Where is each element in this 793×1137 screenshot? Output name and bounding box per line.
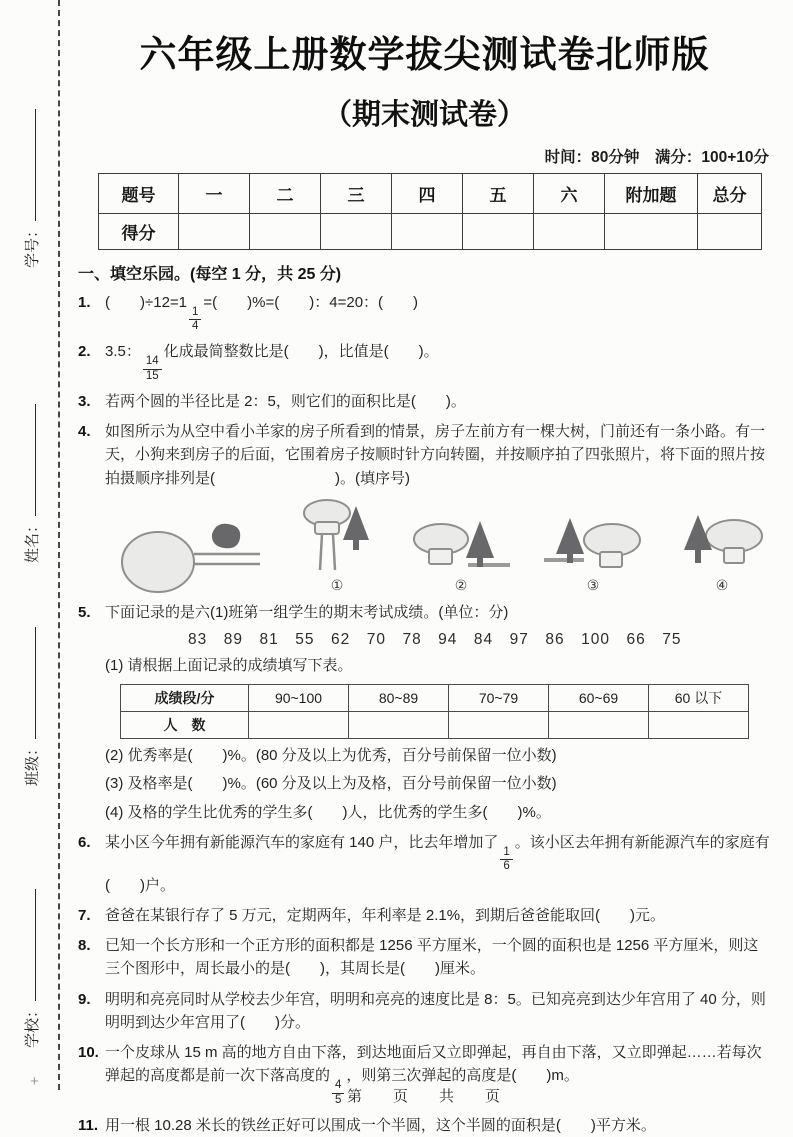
fraction bbox=[189, 306, 201, 333]
question-row bbox=[78, 988, 771, 1035]
question-text-segment: ( )÷12=1 bbox=[105, 294, 188, 311]
grade-table bbox=[120, 684, 749, 739]
tree-trunk bbox=[477, 558, 483, 567]
photo-4-label: ④ bbox=[715, 576, 729, 593]
question-text bbox=[105, 904, 771, 927]
question-text bbox=[105, 1114, 771, 1137]
question-text-segment: ，则第三次弹起的高度是( )m。 bbox=[346, 1067, 579, 1085]
question-text bbox=[105, 831, 771, 897]
question4-figure bbox=[112, 498, 771, 594]
fraction-denominator: 15 bbox=[145, 369, 159, 382]
house-body bbox=[429, 549, 452, 564]
score-table-header-cell: 题号 bbox=[99, 174, 179, 214]
aerial-view-image bbox=[112, 518, 262, 594]
grade-table-header-cell: 60 以下 bbox=[649, 684, 749, 711]
score-table-header-cell: 三 bbox=[321, 174, 392, 214]
tree-trunk bbox=[695, 550, 701, 563]
student-name-blank bbox=[31, 404, 36, 516]
fraction-numerator: 4 bbox=[332, 1079, 344, 1093]
question-text-segment: 如图所示为从空中看小羊家的房子所看到的情景，房子左前方有一棵大树，门前还有一条小路。有一天，小狗来到房子的后面，它围着房子按顺时针方向转圈，并按顺序拍了四张照片，将下面的照片按拍摄顺序排列是( )。(填序号) bbox=[105, 423, 766, 487]
score-cell-empty bbox=[179, 214, 250, 250]
class-blank bbox=[31, 627, 36, 739]
question-text-segment: 3.5： bbox=[105, 343, 141, 361]
tree-icon bbox=[556, 518, 584, 554]
house-roof-top-view bbox=[122, 532, 194, 592]
question-row bbox=[78, 291, 771, 333]
question-list-1 bbox=[78, 291, 771, 490]
score-table-header-cell: 附加题 bbox=[605, 174, 698, 214]
road-line bbox=[333, 534, 335, 570]
page-footer: 第 页 共 页 bbox=[346, 1088, 508, 1105]
question-row bbox=[78, 420, 771, 490]
score-cell-empty bbox=[698, 214, 762, 250]
question-5 bbox=[78, 601, 771, 824]
class-label: 班级： bbox=[24, 740, 41, 786]
fraction-denominator: 5 bbox=[335, 1093, 342, 1106]
question-text bbox=[105, 420, 771, 490]
time-and-score-meta: 时间：80分钟 满分：100+10分 bbox=[544, 149, 769, 166]
question-number: 5. bbox=[78, 603, 91, 621]
question-text-segment: 用一根 10.28 米长的铁丝正好可以围成一个半圆，这个半圆的面积是( )平方米。 bbox=[105, 1116, 656, 1134]
score-cell-empty bbox=[321, 214, 392, 250]
question-row bbox=[78, 904, 771, 927]
photo-1 bbox=[296, 498, 378, 594]
score-cell-empty bbox=[392, 214, 463, 250]
question-text-segment: 化成最简整数比是( )，比值是( )。 bbox=[163, 343, 439, 361]
question-number: 1. bbox=[78, 294, 91, 311]
house-body bbox=[724, 548, 744, 563]
class-field bbox=[21, 586, 43, 786]
photo-3 bbox=[544, 514, 642, 594]
question-text bbox=[105, 291, 771, 333]
photo-3-label: ③ bbox=[586, 576, 600, 593]
fraction-denominator: 4 bbox=[192, 320, 199, 333]
question-text-segment: =( )%=( )：4=20：( ) bbox=[203, 294, 419, 311]
question-number: 8. bbox=[78, 937, 91, 955]
photo-3-image bbox=[544, 514, 642, 576]
tree-top-view bbox=[212, 524, 240, 549]
question-text bbox=[105, 390, 771, 413]
question-text-segment: 爸爸在某银行存了 5 万元，定期两年，年利率是 2.1%，到期后爸爸能取回( )元。 bbox=[105, 906, 666, 924]
question-row bbox=[78, 390, 771, 413]
score-cell-empty bbox=[534, 214, 605, 250]
page-subtitle: （期末测试卷） bbox=[322, 99, 526, 131]
question-text-segment: 已知一个长方形和一个正方形的面积都是 1256 平方厘米，一个圆的面积也是 1256 平方厘米，则这三个图形中，周长最小的是( )，其周长是( )厘米。 bbox=[105, 937, 759, 978]
question-text bbox=[105, 934, 771, 981]
grade-cell-empty bbox=[349, 711, 449, 738]
question-text-segment: 。该小区去年拥有新能源汽车的家庭有( )户。 bbox=[105, 834, 770, 894]
question-row bbox=[78, 1114, 771, 1137]
house-body bbox=[315, 522, 339, 534]
fraction-numerator: 1 bbox=[500, 846, 512, 860]
photo-4 bbox=[676, 512, 768, 594]
grade-cell-empty bbox=[649, 711, 749, 738]
question-5-sub4: (4) 及格的学生比优秀的学生多( )人，比优秀的学生多( )%。 bbox=[105, 803, 551, 821]
tree-icon bbox=[466, 521, 494, 558]
fraction-denominator: 6 bbox=[503, 860, 510, 873]
question-text bbox=[105, 340, 771, 382]
question-5-sub3: (3) 及格率是( )%。(60 分及以上为及格，百分号前保留一位小数) bbox=[105, 775, 557, 793]
student-id-blank bbox=[31, 109, 36, 221]
grade-table-row-label: 人 数 bbox=[121, 711, 249, 738]
photo-4-image bbox=[676, 512, 768, 576]
fraction-numerator: 1 bbox=[189, 306, 201, 320]
student-name-field bbox=[21, 363, 43, 563]
house-body bbox=[600, 552, 622, 567]
photo-2-label: ② bbox=[454, 576, 468, 593]
grade-table-header-row bbox=[121, 684, 749, 711]
question-number: 9. bbox=[78, 990, 91, 1008]
score-table-header-cell: 总分 bbox=[698, 174, 762, 214]
question-number: 2. bbox=[78, 343, 91, 361]
question-text bbox=[105, 988, 771, 1035]
question-text: 下面记录的是六(1)班第一组学生的期末考试成绩。(单位：分) bbox=[105, 603, 509, 621]
score-table-header-row bbox=[99, 174, 762, 214]
score-row-label: 得分 bbox=[99, 214, 179, 250]
question-number: 10. bbox=[78, 1044, 99, 1062]
registration-mark: + bbox=[30, 1073, 39, 1090]
school-label: 学校： bbox=[24, 1002, 41, 1048]
school-blank bbox=[31, 889, 36, 1001]
question-number: 11. bbox=[78, 1116, 99, 1134]
question-text-segment: 明明和亮亮同时从学校去少年宫，明明和亮亮的速度比是 8：5。已知亮亮到达少年宫用了 40 分，则明明到达少年宫用了( )分。 bbox=[105, 990, 766, 1031]
question-row bbox=[78, 831, 771, 897]
photo-1-label: ① bbox=[330, 576, 344, 593]
grade-cell-empty bbox=[449, 711, 549, 738]
question-number: 7. bbox=[78, 906, 91, 924]
score-table bbox=[98, 173, 762, 250]
tree-trunk bbox=[353, 540, 359, 550]
score-table-header-cell: 五 bbox=[463, 174, 534, 214]
grade-table-header-cell: 90~100 bbox=[249, 684, 349, 711]
grade-table-header-cell: 成绩段/分 bbox=[121, 684, 249, 711]
score-cell-empty bbox=[605, 214, 698, 250]
question-row bbox=[78, 934, 771, 981]
school-field bbox=[21, 848, 43, 1048]
photo-1-image bbox=[296, 498, 378, 576]
scores-line: 83 89 81 55 62 70 78 94 84 97 86 100 66 75 bbox=[188, 631, 682, 649]
grade-cell-empty bbox=[549, 711, 649, 738]
question-5-sub2: (2) 优秀率是( )%。(80 分及以上为优秀，百分号前保留一位小数) bbox=[105, 746, 557, 764]
road-line bbox=[320, 534, 322, 570]
grade-cell-empty bbox=[249, 711, 349, 738]
score-table-score-row bbox=[99, 214, 762, 250]
photo-2-image bbox=[412, 516, 510, 576]
fraction bbox=[143, 355, 162, 382]
student-id-label: 学号： bbox=[24, 222, 41, 268]
test-paper-page bbox=[62, 0, 793, 1134]
grade-table-header-cell: 80~89 bbox=[349, 684, 449, 711]
photo-2 bbox=[412, 516, 510, 594]
student-id-field bbox=[21, 68, 43, 268]
question-5-sub1: (1) 请根据上面记录的成绩填写下表。 bbox=[105, 657, 353, 675]
fraction bbox=[500, 846, 512, 873]
question-number: 6. bbox=[78, 834, 91, 852]
score-cell-empty bbox=[463, 214, 534, 250]
score-table-header-cell: 二 bbox=[250, 174, 321, 214]
question-number: 4. bbox=[78, 423, 91, 441]
score-table-header-cell: 六 bbox=[534, 174, 605, 214]
section1-heading: 一、填空乐园。(每空 1 分，共 25 分) bbox=[78, 266, 342, 283]
grade-table-header-cell: 60~69 bbox=[549, 684, 649, 711]
tree-trunk bbox=[567, 554, 573, 563]
score-table-header-cell: 四 bbox=[392, 174, 463, 214]
aerial-view bbox=[112, 518, 262, 594]
question-number: 3. bbox=[78, 392, 91, 410]
score-table-header-cell: 一 bbox=[179, 174, 250, 214]
question-text-segment: 某小区今年拥有新能源汽车的家庭有 140 户，比去年增加了 bbox=[105, 834, 499, 852]
grade-table-header-cell: 70~79 bbox=[449, 684, 549, 711]
student-name-label: 姓名： bbox=[24, 517, 41, 563]
question-text-segment: 若两个圆的半径比是 2：5，则它们的面积比是( )。 bbox=[105, 392, 466, 410]
page-title: 六年级上册数学拔尖测试卷北师版 bbox=[139, 34, 710, 75]
score-cell-empty bbox=[250, 214, 321, 250]
question-row bbox=[78, 340, 771, 382]
grade-table-count-row bbox=[121, 711, 749, 738]
fraction-numerator: 14 bbox=[143, 355, 162, 369]
question-text-segment: 一个皮球从 15 m 高的地方自由下落，到达地面后又立即弹起，再自由下落，又立即弹起……若每次弹起的高度都是前一次下落高度的 bbox=[105, 1044, 762, 1085]
fold-margin bbox=[0, 0, 60, 1090]
